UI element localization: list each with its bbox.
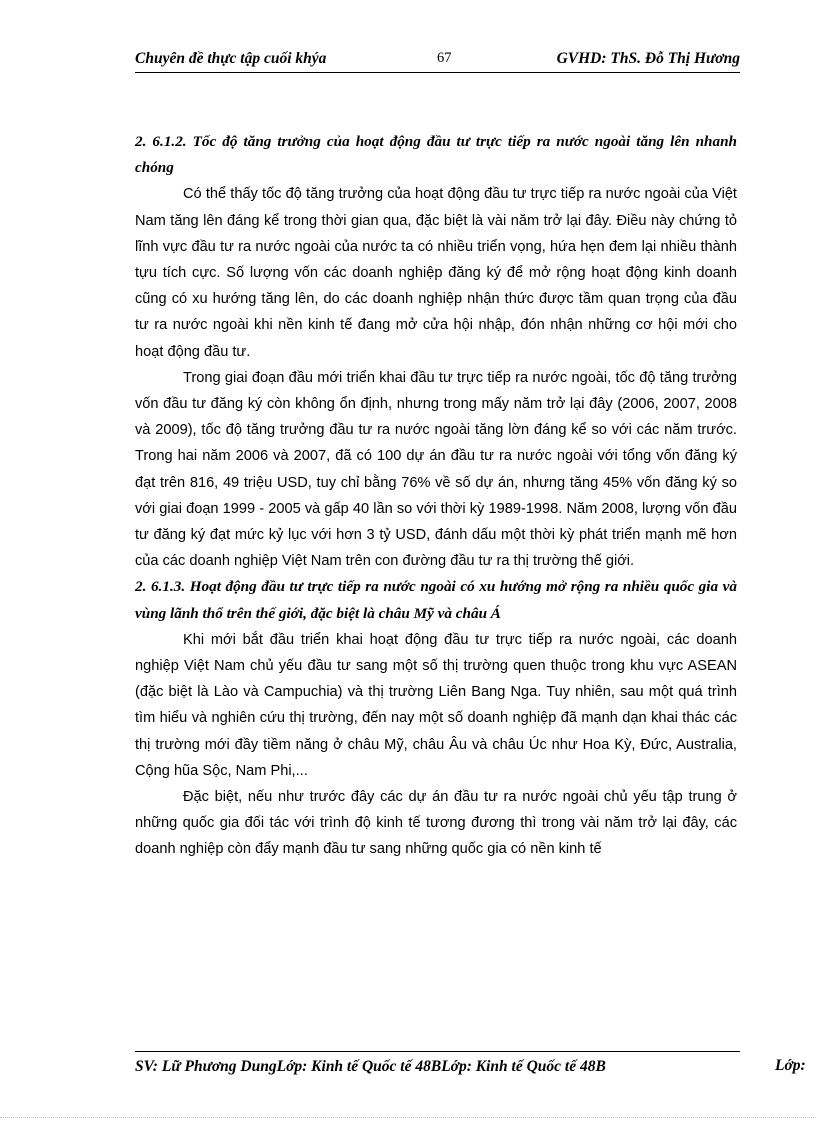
page-header: [135, 48, 740, 73]
page-number: 67: [437, 50, 452, 66]
footer-student-info: SV: Lữ Phương DungLớp: Kinh tế Quốc tế 48BLớp: Kinh tế Quốc tế 48B: [135, 1058, 606, 1075]
paragraph: Đặc biệt, nếu như trước đây các dự án đầu tư ra nước ngoài chủ yếu tập trung ở những quốc gia đối tác với trình độ kinh tế tương đương thì trong vài năm trở lại đây, các doanh nghiệp còn đẩy mạnh đầu tư sang những quốc gia có nền kinh tế: [135, 789, 737, 858]
page-bottom-divider: [0, 1117, 816, 1118]
section-heading-2-6-1-2: 2. 6.1.2. Tốc độ tăng trưởng của hoạt động đầu tư trực tiếp ra nước ngoài tăng lên nhanh chóng: [135, 133, 737, 177]
header-title: Chuyên đề thực tập cuối khýa: [135, 50, 327, 67]
paragraph: Trong giai đoạn đầu mới triển khai đầu tư trực tiếp ra nước ngoài, tốc độ tăng trưởng vốn đầu tư đăng ký còn không ổn định, nhưng trong mấy năm trở lại đây (2006, 2007, 2008 và 2009), tốc độ tăng trưởng đầu tư ra nước ngoài tăng lờn đáng kể so với các năm trước. Trong hai năm 2006 và 2007, đã có 100 dự án đầu tư ra nước ngoài với tổng vốn đăng ký đạt trên 816, 49 triệu USD, tuy chỉ bằng 76% về số dự án, nhưng tăng 45% vốn đăng ký so với giai đoạn 1999 - 2005 và gấp 40 lần so với thời kỳ 1989-1998. Năm 2008, lượng vốn đầu tư đăng ký đạt mức kỷ lục với hơn 3 tỷ USD, đánh dấu một thời kỳ phát triển mạnh mẽ hơn của các doanh nghiệp Việt Nam trên con đường đầu tư ra thị trường thế giới.: [135, 369, 737, 570]
section-heading-2-6-1-3: 2. 6.1.3. Hoạt động đầu tư trực tiếp ra nước ngoài có xu hướng mở rộng ra nhiều quốc gia và vùng lãnh thổ trên thế giới, đặc biệt là châu Mỹ và châu Á: [135, 578, 737, 622]
page-body: [135, 129, 737, 863]
paragraph: Khi mới bắt đầu triển khai hoạt động đầu tư trực tiếp ra nước ngoài, các doanh nghiệp Việt Nam chủ yếu đầu tư sang một số thị trường quen thuộc trong khu vực ASEAN (đặc biệt là Lào và Campuchia) và thị trường Liên Bang Nga. Tuy nhiên, sau một quá trình tìm hiểu và nghiên cứu thị trường, đến nay một số doanh nghiệp đã mạnh dạn khai thác các thị trường mới đầy tiềm năng ở châu Mỹ, châu Âu và châu Úc như Hoa Kỳ, Đức, Australia, Cộng hũa Sộc, Nam Phi,...: [135, 631, 737, 779]
footer-class-label: Lớp:: [775, 1057, 806, 1074]
paragraph: Có thể thấy tốc độ tăng trưởng của hoạt động đầu tư trực tiếp ra nước ngoài của Việt Nam tăng lên đáng kể trong thời gian qua, đặc biệt là vài năm trở lại đây. Điều này chứng tỏ lĩnh vực đầu tư ra nước ngoài của nước ta có nhiều triển vọng, hứa hẹn đem lại nhiều thành tựu tích cực. Số lượng vốn các doanh nghiệp đăng ký để mở rộng hoạt động kinh doanh cũng có xu hướng tăng lên, do các doanh nghiệp nhận thức được tầm quan trọng của đầu tư ra nước ngoài khi nền kinh tế đang mở cửa hội nhập, đón nhận những cơ hội mới cho hoạt động đầu tư.: [135, 186, 737, 360]
page-footer: [135, 1051, 740, 1075]
header-supervisor: GVHD: ThS. Đỗ Thị Hương: [556, 50, 740, 67]
